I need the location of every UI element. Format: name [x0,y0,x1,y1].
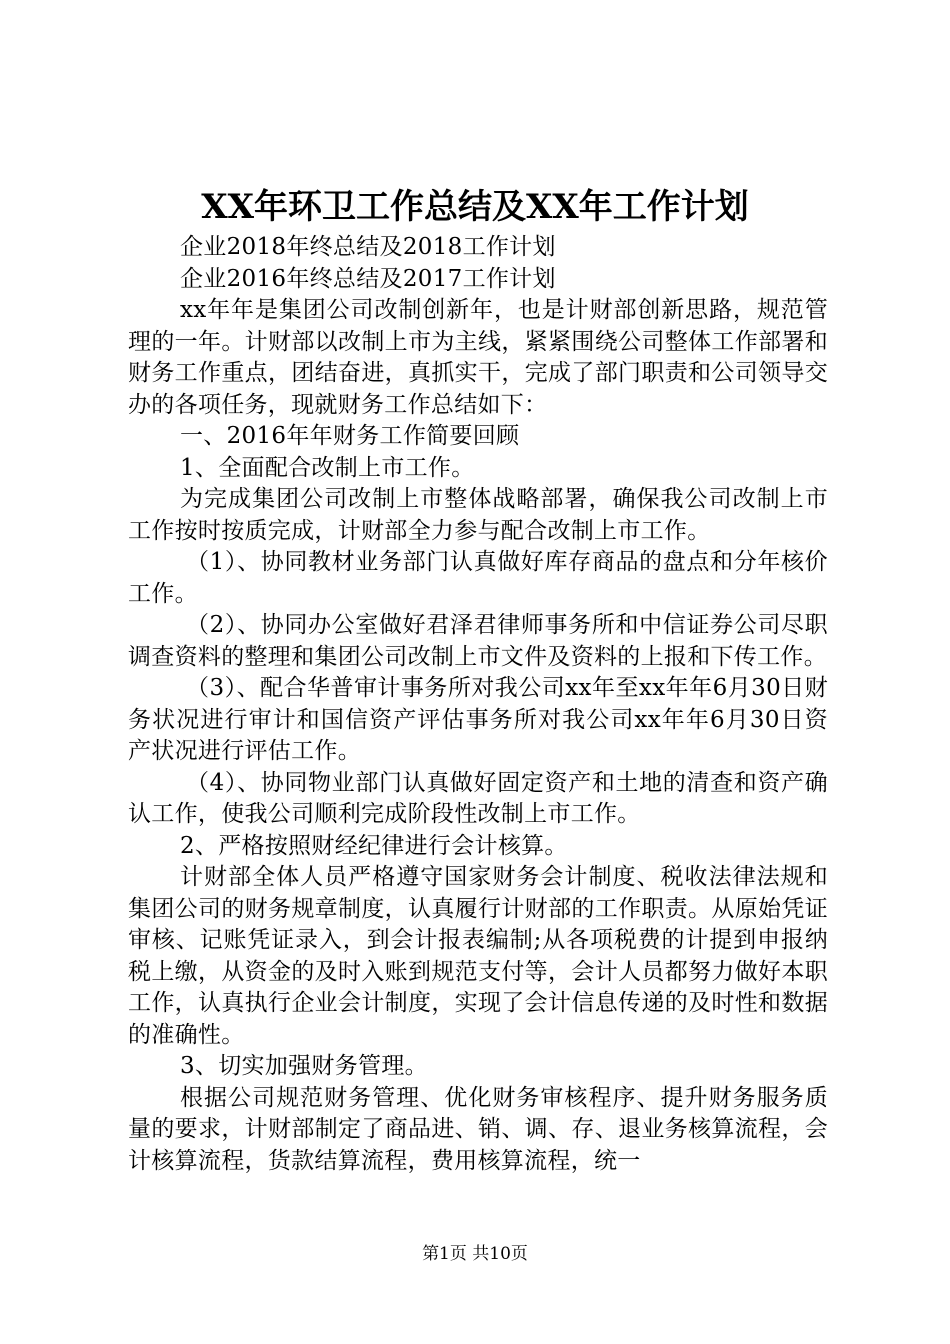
document-body [128,232,828,1177]
section-heading: 一、2016年年财务工作简要回顾 [180,423,520,449]
list-item: （1）、协同教材业务部门认真做好库存商品的盘点和分年核价工作。 [128,549,828,607]
list-item: （3）、配合华普审计事务所对我公司xx年至xx年年6月30日财务状况进行审计和国信资产评估事务所对我公司xx年年6月30日资产状况进行评估工作。 [128,675,828,764]
page-number-footer: 第1页 共10页 [422,1244,528,1264]
subsection-heading: 1、全面配合改制上市工作。 [180,454,475,481]
paragraph: xx年年是集团公司改制创新年，也是计财部创新思路，规范管理的一年。计财部以改制上市为主线，紧紧围绕公司整体工作部署和财务工作重点，团结奋进，真抓实干，完成了部门职责和公司领导交办的各项任务，现就财务工作总结如下： [128,297,828,418]
paragraph: 为完成集团公司改制上市整体战略部署，确保我公司改制上市工作按时按质完成，计财部全力参与配合改制上市工作。 [128,486,828,544]
subsection-heading: 3、切实加强财务管理。 [180,1053,428,1079]
paragraph: 计财部全体人员严格遵守国家财务会计制度、税收法律法规和集团公司的财务规章制度，认真履行计财部的工作职责。从原始凭证审核、记账凭证录入，到会计报表编制;从各项税费的计提到申报纳税上缴，从资金的及时入账到规范支付等，会计人员都努力做好本职工作，认真执行企业会计制度，实现了会计信息传递的及时性和数据的准确性。 [128,864,828,1048]
paragraph: 企业2016年终总结及2017工作计划 [180,265,556,292]
subsection-heading: 2、严格按照财经纪律进行会计核算。 [180,832,568,859]
list-item: （2）、协同办公室做好君泽君律师事务所和中信证券公司尽职调查资料的整理和集团公司改制上市文件及资料的上报和下传工作。 [128,612,828,670]
list-item: （4）、协同物业部门认真做好固定资产和土地的清查和资产确认工作，使我公司顺利完成阶段性改制上市工作。 [128,769,828,827]
paragraph: 企业2018年终总结及2018工作计划 [180,234,556,260]
document-title: XX年环卫工作总结及XX年工作计划 [201,187,749,227]
paragraph: 根据公司规范财务管理、优化财务审核程序、提升财务服务质量的要求，计财部制定了商品进、销、调、存、退业务核算流程，会计核算流程，货款结算流程，费用核算流程，统一 [128,1084,828,1174]
